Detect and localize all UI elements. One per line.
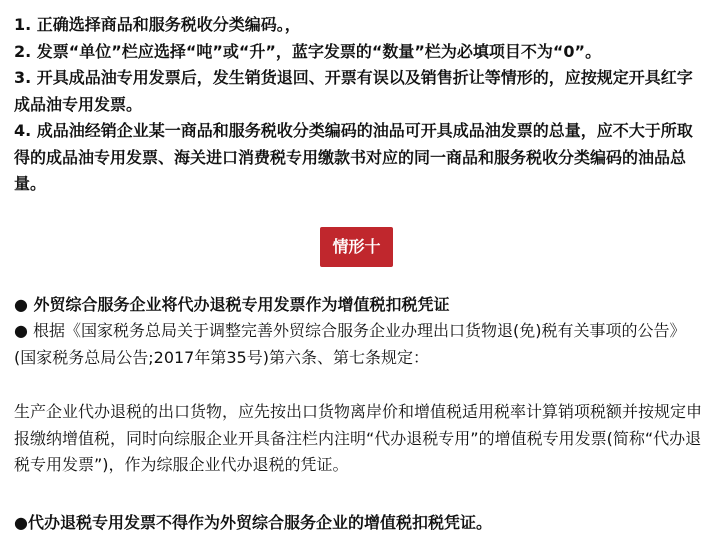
requirements-list	[14, 12, 704, 198]
bullet-reference: ● 根据《国家税务总局关于调整完善外贸综合服务企业办理出口货物退(免)税有关事项的公告》 (国家税务总局公告;2017年第35号)第六条、第七条规定：	[14, 321, 694, 367]
body-paragraph: 生产企业代办退税的出口货物，应先按出口货物离岸价和增值税适用税率计算销项税额并按规定申报缴纳增值税，同时向综服企业开具备注栏内注明“代办退税专用”的增值税专用发票(简称“代办退税专用发票”)，作为综服企业代办退税的凭证。	[14, 402, 703, 474]
section-badge-wrapper	[0, 227, 713, 267]
list-item-4: 4. 成品油经销企业某一商品和服务税收分类编码的油品可开具成品油发票的总量，应不大于所取得的成品油专用发票、海关进口消费税专用缴款书对应的同一商品和服务税收分类编码的油品总量。	[14, 121, 693, 193]
bullet-heading: ● 外贸综合服务企业将代办退税专用发票作为增值税扣税凭证	[14, 295, 450, 314]
list-item-1: 1. 正确选择商品和服务税收分类编码。，	[14, 15, 301, 34]
bullet-conclusion: ●代办退税专用发票不得作为外贸综合服务企业的增值税扣税凭证。	[14, 513, 492, 532]
list-item-3: 3. 开具成品油专用发票后，发生销货退回、开票有误以及销售折让等情形的，应按规定开具红字成品油专用发票。	[14, 68, 693, 114]
section-badge: 情形十	[320, 227, 392, 267]
list-item-2: 2. 发票“单位”栏应选择“吨”或“升”，蓝字发票的“数量”栏为必填项目不为“0”。	[14, 41, 602, 61]
